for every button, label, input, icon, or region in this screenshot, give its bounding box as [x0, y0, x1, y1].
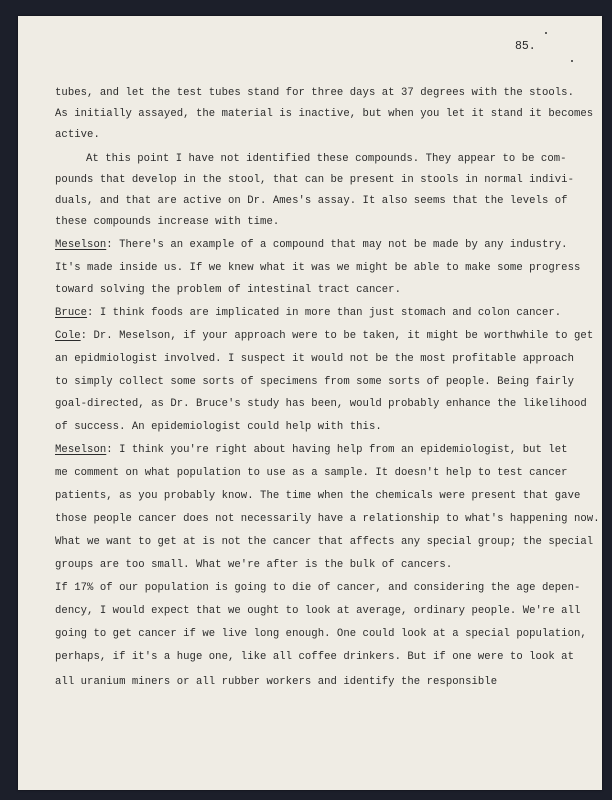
speaker-name: Bruce [55, 307, 88, 319]
line-text: : I think foods are implicated in more than just stomach and colon cancer. [87, 307, 562, 319]
speaker-name: Cole [55, 330, 81, 342]
text-line [55, 129, 100, 141]
text-line [55, 330, 593, 342]
line-text: What we want to get at is not the cancer that affects any special group; the special [55, 536, 594, 548]
line-text: At this point I have not identified these compounds. They appear to be com- [86, 153, 567, 165]
line-text: If 17% of our population is going to die of cancer, and considering the age depen- [55, 582, 581, 594]
text-line [55, 174, 574, 186]
text-line [55, 87, 574, 99]
line-text: : There's an example of a compound that may not be made by any industry. [106, 239, 568, 251]
text-line [55, 490, 580, 502]
text-line [55, 195, 568, 207]
line-text: goal-directed, as Dr. Bruce's study has been, would probably enhance the likelihood [55, 398, 587, 410]
text-line [86, 153, 567, 165]
line-text: tubes, and let the test tubes stand for three days at 37 degrees with the stools. [55, 87, 574, 99]
text-line [55, 216, 279, 228]
line-text: duals, and that are active on Dr. Ames's assay. It also seems that the levels of [55, 195, 568, 207]
line-text: pounds that develop in the stool, that can be present in stools in normal indivi- [55, 174, 574, 186]
line-text: all uranium miners or all rubber workers and identify the responsible [55, 676, 498, 688]
text-line [55, 353, 574, 365]
ink-speck [571, 60, 573, 62]
text-line [55, 376, 574, 388]
text-line [55, 651, 574, 663]
text-line [55, 284, 401, 296]
line-text: an epidmiologist involved. I suspect it would not be the most profitable approach [55, 353, 574, 365]
line-text: to simply collect some sorts of specimens from some sorts of people. Being fairly [55, 376, 574, 388]
line-text: active. [55, 129, 100, 141]
line-text: perhaps, if it's a huge one, like all coffee drinkers. But if one were to look at [55, 651, 574, 663]
text-line [55, 307, 561, 319]
text-line [55, 262, 580, 274]
text-line [55, 605, 580, 617]
speaker-name: Meselson [55, 239, 107, 251]
text-line [55, 239, 568, 251]
document-page [18, 16, 602, 790]
line-text: As initially assayed, the material is inactive, but when you let it stand it becomes [55, 108, 594, 120]
text-line [55, 582, 580, 594]
line-text: those people cancer does not necessarily have a relationship to what's happening now. [55, 513, 600, 525]
ink-speck [545, 32, 547, 34]
line-text: dency, I would expect that we ought to look at average, ordinary people. We're all [55, 605, 581, 617]
line-text: groups are too small. What we're after is the bulk of cancers. [55, 559, 453, 571]
text-line [55, 676, 497, 688]
text-line [55, 559, 452, 571]
text-line [55, 628, 587, 640]
text-line [55, 398, 587, 410]
line-text: : I think you're right about having help from an epidemiologist, but let [106, 444, 568, 456]
text-line [55, 513, 600, 525]
line-text: me comment on what population to use as a sample. It doesn't help to test cancer [55, 467, 568, 479]
page-number: 85. [515, 40, 536, 53]
line-text: : Dr. Meselson, if your approach were to be taken, it might be worthwhile to get [80, 330, 594, 342]
speaker-name: Meselson [55, 444, 107, 456]
line-text: these compounds increase with time. [55, 216, 280, 228]
text-line [55, 444, 568, 456]
line-text: toward solving the problem of intestinal tract cancer. [55, 284, 401, 296]
text-line [55, 108, 593, 120]
line-text: of success. An epidemiologist could help with this. [55, 421, 382, 433]
line-text: It's made inside us. If we knew what it was we might be able to make some progress [55, 262, 581, 274]
line-text: going to get cancer if we live long enough. One could look at a special population, [55, 628, 587, 640]
text-line [55, 467, 568, 479]
text-line [55, 421, 382, 433]
line-text: patients, as you probably know. The time when the chemicals were present that gave [55, 490, 581, 502]
text-line [55, 536, 593, 548]
